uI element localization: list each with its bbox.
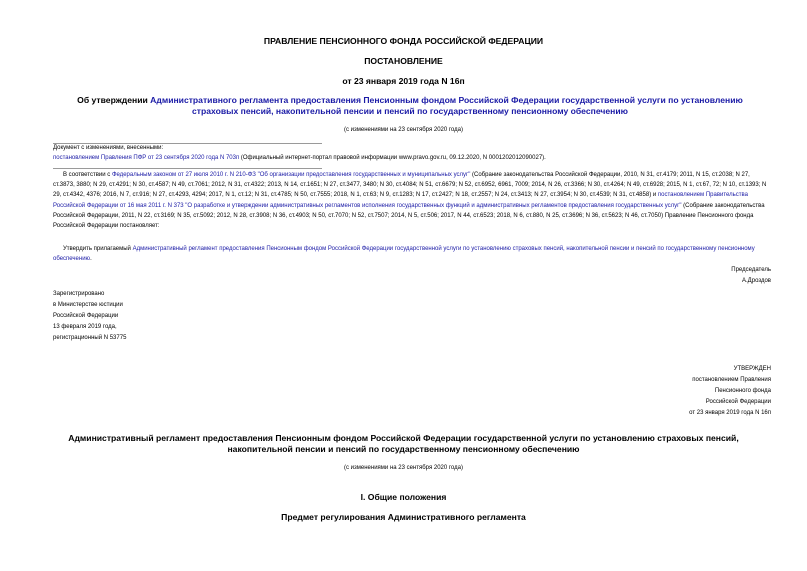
regulation-title-line: накопительной пенсии и пенсий по государственному пенсионному обеспечению	[227, 444, 580, 454]
approved-line: Пенсионного фонда	[714, 388, 771, 394]
registration-line: в Министерстве юстиции	[53, 302, 123, 308]
approved-title: УТВЕРЖДЕН	[733, 366, 771, 372]
regulation-title	[0, 433, 807, 455]
approved-block	[689, 364, 771, 419]
registration-line: Зарегистрировано	[53, 291, 105, 297]
regulation-changes-note: (с изменениями на 23 сентября 2020 года)	[344, 465, 463, 471]
amendments-line	[53, 155, 546, 161]
amendment-link[interactable]: постановлением Правления ПФР от 23 сентября 2020 года N 703п	[53, 155, 240, 161]
approved-line: Российской Федерации	[705, 399, 771, 405]
subsection-heading: Предмет регулирования Административного регламента	[281, 512, 526, 522]
doc-date-number: от 23 января 2019 года N 16п	[342, 76, 465, 86]
text: В соответствии с	[63, 172, 112, 178]
signer-role: Председатель	[731, 267, 771, 273]
signer-name: А.Дроздов	[742, 278, 771, 284]
text: .	[90, 256, 92, 263]
divider	[53, 143, 322, 144]
resolution-paragraph	[53, 244, 771, 264]
section-heading: I. Общие положения	[360, 492, 447, 502]
government-decree-link[interactable]: постановлением Правительства Российской Федерации от 16 мая 2011 г. N 373 "О разработке и утверждении административных регламентов исполнения государственных функций и административных регламентов предоставления государственных услуг"	[53, 192, 749, 209]
divider	[53, 168, 322, 169]
approved-line: постановлением Правления	[692, 377, 771, 383]
text: (Собрание законодательства Российской Федерации, 2010, N 31, ст.4179; 2011, N 15, ст.2038; N 27, ст.3873, 3880; N 29, ст.4291; N 30, ст.4587; N 49, ст.7061; 2012, N 31, ст.4322; 2013, N 14, ст.1651; N 27, ст.3477, 3480; N 30, ст.4084; N 51, ст.6679; N 52, ст.6952, 6961, 7009; 2014, N 26, ст.3366; N 30, ст.4264; N 49, ст.6928; 2015, N 1, ст.67, 72; N 10, ст.1393; N 29, ст.4342, 4376; 2016, N 7, ст.916; N 27, ст.4293, 4294; 2017, N 1, ст.12; N 31, ст.4785; N 50, ст.7555; 2018, N 1, ст.63; N 9, ст.1283; N 17, ст.2427; N 18, ст.2557; N 24, ст.3413; N 27, ст.3954; N 30, ст.4539; N 31, ст.4858) и	[53, 172, 767, 199]
regulation-body-link[interactable]: Административный регламент предоставления Пенсионным фондом Российской Федерации государственной услуги по установлению страховых пенсий, накопительной пенсии и пенсий по государственному пенсионному обеспечению	[53, 246, 755, 263]
amendment-source: (Официальный интернет-портал правовой информации www.pravo.gov.ru, 09.12.2020, N 0001202012090027).	[239, 155, 546, 161]
preamble-paragraph	[53, 170, 771, 231]
org-title: ПРАВЛЕНИЕ ПЕНСИОННОГО ФОНДА РОССИЙСКОЙ ФЕДЕРАЦИИ	[263, 36, 544, 46]
regulation-link[interactable]: Административного регламента предоставления Пенсионным фондом Российской Федерации государственной услуги по установлению страховых пенсий, накопительной пенсии и пенсий по государственному пенсионному обеспечению	[150, 95, 743, 116]
text: (Собрание законодательства Российской Федерации, 2011, N 22, ст.3169; N 35, ст.5092; 2012, N 28, ст.3908; N 36, ст.4903; N 50, ст.7070; N 52, ст.7507; 2014, N 5, ст.506; 2017, N 44, ст.6523; 2018, N 6, ст.880, N 25, ст.3696; N 36, ст.5623; N 46, ст.7050) Правление Пенсионного фонда Российской Федерации постановляет:	[53, 202, 765, 230]
text: Утвердить прилагаемый	[63, 246, 133, 252]
registration-block	[53, 289, 126, 344]
doc-title-prefix: Об утверждении	[77, 95, 151, 105]
registration-line: Российской Федерации	[53, 313, 119, 319]
registration-line: 13 февраля 2019 года,	[53, 324, 117, 330]
changes-note: (с изменениями на 23 сентября 2020 года)	[344, 127, 463, 133]
regulation-title-line: Административный регламент предоставления Пенсионным фондом Российской Федерации государственной услуги по установлению страховых пенсий,	[68, 433, 739, 443]
registration-line: регистрационный N 53775	[53, 335, 127, 341]
approved-line: от 23 января 2019 года N 16п	[689, 410, 771, 416]
amendments-intro: Документ с изменениями, внесенными:	[53, 145, 164, 151]
doc-type: ПОСТАНОВЛЕНИЕ	[364, 56, 443, 66]
doc-title	[56, 95, 764, 117]
federal-law-link[interactable]: Федеральным законом от 27 июля 2010 г. N 210-ФЗ "Об организации предоставления государственных и муниципальных услуг"	[111, 172, 471, 178]
